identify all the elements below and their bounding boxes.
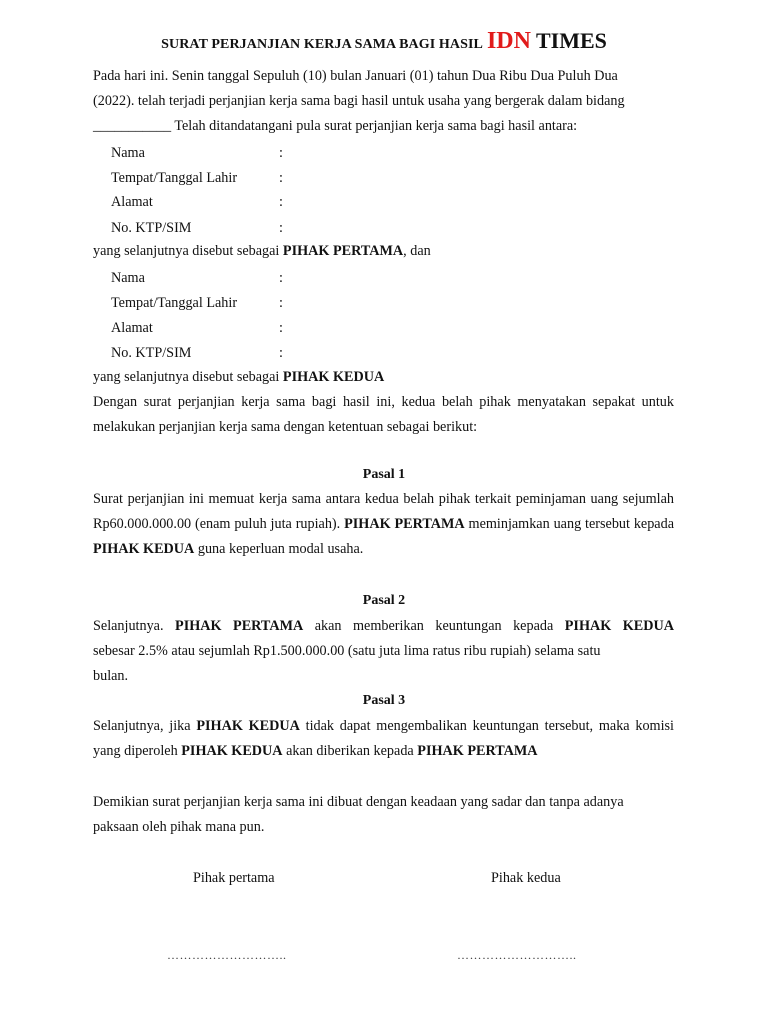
field-colon: :	[279, 320, 283, 336]
pihak-kedua-label: PIHAK KEDUA	[181, 743, 283, 759]
pihak-kedua-label: PIHAK KEDUA	[196, 718, 300, 734]
signature-label-pihak-kedua: Pihak kedua	[491, 870, 561, 886]
field-label-birth-2: Tempat/Tanggal Lahir	[111, 295, 238, 311]
pihak-kedua-label: PIHAK KEDUA	[282, 369, 385, 385]
pihak-pertama-label: PIHAK PERTAMA	[282, 243, 404, 259]
field-label-address-1: Alamat	[111, 194, 153, 210]
pasal-2-line-3: bulan.	[93, 668, 129, 684]
pasal-1-text: meminjamkan uang tersebut kepada	[464, 516, 674, 532]
intro-line-3: ___________ Telah ditandatangani pula surat perjanjian kerja sama bagi hasil antara:	[93, 118, 578, 134]
intro-line-2: (2022). telah terjadi perjanjian kerja sama bagi hasil untuk usaha yang bergerak dalam bidang	[93, 93, 625, 109]
pasal-3-paragraph	[93, 714, 674, 764]
field-label-id-1: No. KTP/SIM	[111, 220, 192, 236]
pasal-3-text: tidak dapat mengembalikan keuntungan tersebut, maka komisi yang diperoleh	[93, 718, 674, 759]
pasal-2-text: Selanjutnya.	[93, 618, 176, 634]
pasal-3-text: akan diberikan kepada	[282, 743, 418, 759]
pihak-line-prefix: yang selanjutnya disebut sebagai	[93, 243, 283, 259]
pasal-2-text: akan memberikan keuntungan kepada	[303, 618, 565, 634]
pihak-pertama-label: PIHAK PERTAMA	[175, 618, 304, 634]
pihak-line-prefix: yang selanjutnya disebut sebagai	[93, 369, 283, 385]
pasal-3-heading: Pasal 3	[362, 693, 406, 708]
field-colon: :	[279, 345, 283, 361]
pihak-line-suffix: , dan	[403, 243, 431, 259]
pasal-2-line-2: sebesar 2.5% atau sejumlah Rp1.500.000.00 (satu juta lima ratus ribu rupiah) selama satu	[93, 643, 601, 659]
signature-label-pihak-pertama: Pihak pertama	[193, 870, 275, 886]
agreement-paragraph: Dengan surat perjanjian kerja sama bagi hasil ini, kedua belah pihak menyatakan sepakat untuk melakukan perjanjian kerja sama dengan ketentuan sebagai berikut:	[93, 394, 674, 435]
document-title	[0, 28, 768, 55]
signature-line-pihak-kedua: ………………………..	[457, 948, 577, 962]
field-colon: :	[279, 220, 283, 236]
field-colon: :	[279, 145, 283, 161]
title-text: SURAT PERJANJIAN KERJA SAMA BAGI HASIL	[161, 37, 483, 52]
signature-line-pihak-pertama: ………………………..	[167, 948, 287, 962]
intro-line-1: Pada hari ini. Senin tanggal Sepuluh (10) bulan Januari (01) tahun Dua Ribu Dua Puluh Dua	[93, 68, 618, 84]
pihak-pertama-label: PIHAK PERTAMA	[417, 743, 538, 759]
field-label-name-2: Nama	[111, 270, 145, 286]
field-label-address-2: Alamat	[111, 320, 153, 336]
pihak-kedua-label: PIHAK KEDUA	[93, 541, 195, 557]
pasal-1-text: Surat perjanjian ini memuat kerja sama antara kedua belah pihak terkait peminjaman uang sejumlah Rp60.000.000.00 (enam puluh juta rupiah).	[93, 491, 674, 532]
field-colon: :	[279, 194, 283, 210]
pasal-2-heading: Pasal 2	[362, 593, 406, 608]
closing-line-2: paksaan oleh pihak mana pun.	[93, 819, 265, 835]
pasal-2-line-1	[93, 614, 674, 639]
pihak-pertama-line	[93, 239, 674, 264]
pihak-kedua-label: PIHAK KEDUA	[564, 618, 674, 634]
field-colon: :	[279, 295, 283, 311]
field-label-name-1: Nama	[111, 145, 145, 161]
closing-line-1: Demikian surat perjanjian kerja sama ini dibuat dengan keadaan yang sadar dan tanpa adanya	[93, 794, 624, 810]
pasal-1-heading: Pasal 1	[362, 467, 406, 482]
field-label-id-2: No. KTP/SIM	[111, 345, 192, 361]
field-label-birth-1: Tempat/Tanggal Lahir	[111, 170, 238, 186]
pihak-kedua-line	[93, 365, 674, 390]
pasal-3-text: Selanjutnya, jika	[93, 718, 197, 734]
pihak-pertama-label: PIHAK PERTAMA	[344, 516, 465, 532]
idn-logo-text: IDN	[486, 28, 531, 54]
pasal-1-text: guna keperluan modal usaha.	[194, 541, 364, 557]
field-colon: :	[279, 170, 283, 186]
times-logo-text: TIMES	[535, 28, 607, 53]
pasal-1-paragraph	[93, 487, 674, 562]
field-colon: :	[279, 270, 283, 286]
